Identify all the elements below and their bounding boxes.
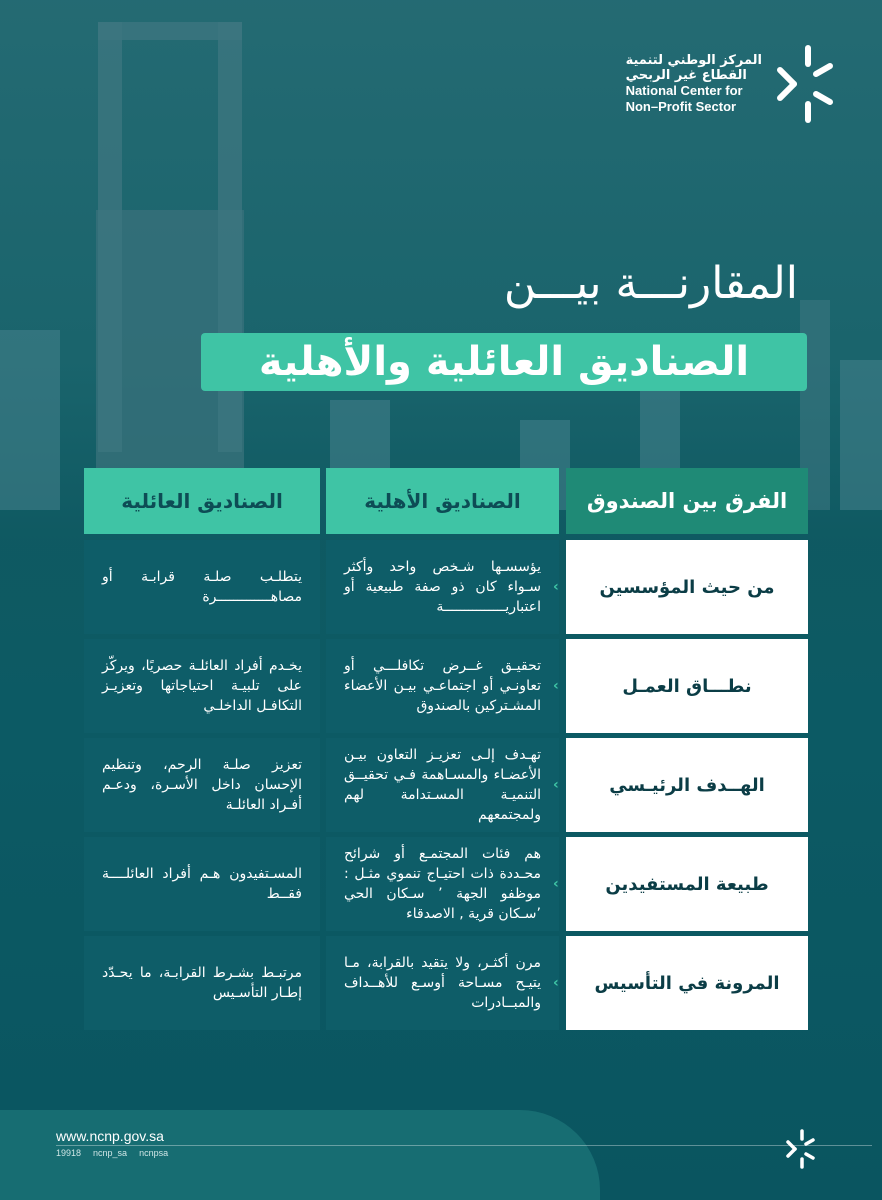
- header-ahliya-funds: الصناديق الأهلية: [326, 468, 559, 534]
- logo[interactable]: [626, 42, 836, 126]
- phone-number[interactable]: 19918: [56, 1148, 82, 1158]
- cell-ahliya-scope: تحقيـق غــرض تكافلـــي أو تعاونـي أو اجتماعـي بيـن الأعضاء المشـتركين بالصندوق: [326, 639, 559, 733]
- header-difference: الفرق بين الصندوق: [566, 468, 808, 534]
- logo-en-line1: National Center for: [625, 83, 743, 98]
- chevron-left-icon: ‹: [553, 678, 559, 694]
- row-label-flexibility: المرونة في التأسيس: [566, 936, 808, 1030]
- page-title-line1: المقارنـــة بيـــن: [503, 258, 798, 309]
- row-label-founders: من حيث المؤسسين: [566, 540, 808, 634]
- twitter-handle[interactable]: ncnp_sa: [93, 1148, 128, 1158]
- row-label-beneficiaries: طبيعة المستفيدين: [566, 837, 808, 931]
- skyline-tower-left: [98, 22, 122, 452]
- skyline-building: [840, 360, 882, 510]
- cell-ahliya-founders: يؤسسـها شـخص واحد وأكثر سـواء كان ذو صفة طبيعية أو اعتباريـــــــــــــــة: [326, 540, 559, 634]
- page-title-banner: [201, 333, 807, 391]
- cell-family-founders: يتطلـب صلـة قرابـة أو مصاهـــــــــــــرة: [84, 540, 320, 634]
- chevron-left-icon: ‹: [553, 876, 559, 892]
- row-label-scope: نطـــاق العمـل: [566, 639, 808, 733]
- website-link[interactable]: www.ncnp.gov.sa: [56, 1128, 164, 1144]
- header-family-funds: الصناديق العائلية: [84, 468, 320, 534]
- footer-divider: [56, 1145, 872, 1146]
- logo-text: [626, 53, 762, 115]
- cell-ahliya-flexibility: مرن أكثـر، ولا يتقيد بالقرابة، مـا يتيـح مسـاحة أوسـع للأهــداف والمبــادرات: [326, 936, 559, 1030]
- instagram-handle[interactable]: ncnpsa: [139, 1148, 169, 1158]
- ncnp-star-icon: [784, 1126, 816, 1172]
- skyline-tower-top: [98, 22, 242, 40]
- skyline-building: [0, 330, 60, 510]
- cell-family-flexibility: مرتبـط بشـرط القرابـة، ما يحـدّد إطـار التأسـيس: [84, 936, 320, 1030]
- chevron-left-icon: ‹: [553, 777, 559, 793]
- ncnp-star-icon: [772, 42, 836, 126]
- logo-ar-line2: القطاع غير الربحي: [625, 68, 747, 83]
- logo-en-line2: Non–Profit Sector: [625, 99, 737, 114]
- row-label-goal: الهــدف الرئيـسي: [566, 738, 808, 832]
- cell-family-goal: تعزيز صلـة الرحم، وتنظيم الإحسان داخل الأسـرة، ودعـم أفـراد العائلـة: [84, 738, 320, 832]
- cell-ahliya-goal: تهـدف إلـى تعزيـز التعاون بيـن الأعضـاء والمسـاهمة فـي تحقيــق التنميـة المسـتدامة لهم ولمجتمعهم: [326, 738, 559, 832]
- logo-ar-line1: المركز الوطني لتنمية: [625, 53, 762, 68]
- page-title-line2: الصناديق العائلية والأهلية: [258, 339, 750, 385]
- social-links: [56, 1148, 168, 1158]
- chevron-left-icon: ‹: [553, 975, 559, 991]
- chevron-left-icon: ‹: [553, 579, 559, 595]
- cell-family-beneficiaries: المسـتفيدون هـم أفراد العائلــــة فقــط: [84, 837, 320, 931]
- cell-family-scope: يخـدم أفراد العائلـة حصريًا، ويركّز على تلبيـة احتياجاتها وتعزيـز التكافـل الداخلـي: [84, 639, 320, 733]
- cell-ahliya-beneficiaries: هم فئات المجتمـع أو شرائح محـددة ذات احتيـاج تنموي مثـل : موظفو الجهة ’ سـكان الحي ’سـكان قرية , الاصدقاء: [326, 837, 559, 931]
